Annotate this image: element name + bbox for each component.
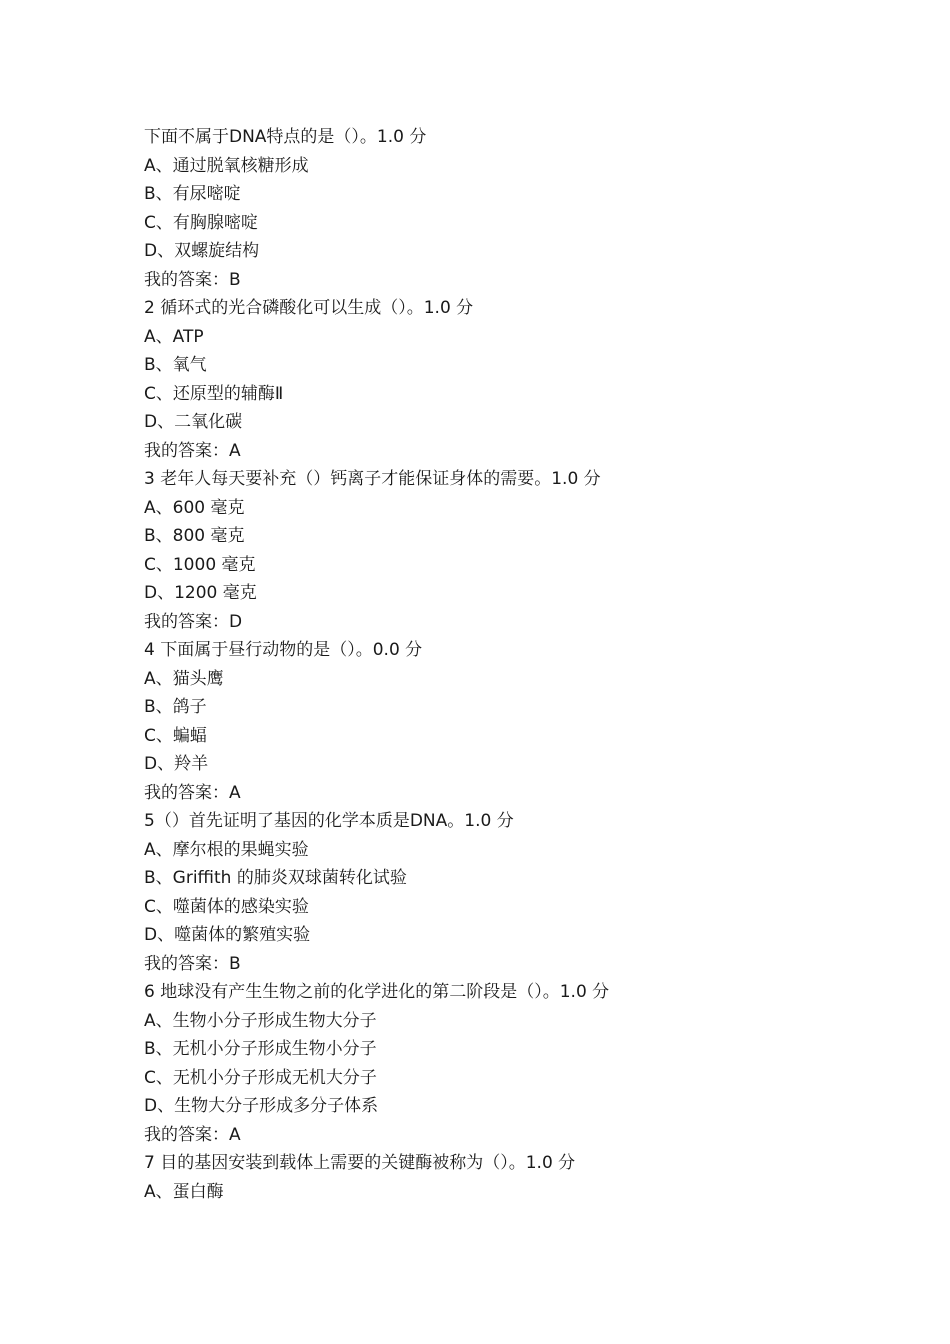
text-line: 3 老年人每天要补充（）钙离子才能保证身体的需要。1.0 分 (144, 469, 601, 489)
text-line: 下面不属于DNA特点的是（）。1.0 分 (144, 127, 427, 147)
text-line: B、800 毫克 (144, 526, 245, 546)
text-line: 2 循环式的光合磷酸化可以生成（）。1.0 分 (144, 298, 474, 318)
text-line: B、有尿嘧啶 (144, 184, 241, 204)
text-line: C、1000 毫克 (144, 554, 256, 575)
text-line: B、无机小分子形成生物小分子 (144, 1039, 377, 1059)
text-line: D、羚羊 (144, 754, 209, 774)
text-line: C、噬菌体的感染实验 (144, 896, 309, 917)
text-line: C、还原型的辅酶Ⅱ (144, 383, 284, 404)
text-line: 6 地球没有产生生物之前的化学进化的第二阶段是（）。1.0 分 (144, 982, 610, 1002)
text-line: C、有胸腺嘧啶 (144, 212, 258, 233)
text-line: B、Griffith 的肺炎双球菌转化试验 (144, 868, 407, 888)
text-line: 我的答案：A (144, 440, 241, 461)
text-line: A、ATP (144, 326, 204, 347)
text-line: 我的答案：A (144, 1124, 241, 1145)
text-line: A、通过脱氧核糖形成 (144, 155, 309, 176)
text-line: 我的答案：D (144, 611, 243, 632)
text-line: D、生物大分子形成多分子体系 (144, 1096, 379, 1116)
text-line: A、摩尔根的果蝇实验 (144, 839, 309, 860)
text-line: A、600 毫克 (144, 497, 245, 518)
text-line: 我的答案：A (144, 782, 241, 803)
text-line: B、鸽子 (144, 697, 207, 717)
text-line: 5（）首先证明了基因的化学本质是DNA。1.0 分 (144, 811, 514, 831)
text-line: 我的答案：B (144, 269, 241, 290)
text-line: 我的答案：B (144, 953, 241, 974)
text-line: B、氧气 (144, 355, 207, 375)
text-line: D、二氧化碳 (144, 412, 243, 432)
text-line: C、无机小分子形成无机大分子 (144, 1067, 377, 1088)
text-line: D、噬菌体的繁殖实验 (144, 925, 311, 945)
text-line: 4 下面属于昼行动物的是（）。0.0 分 (144, 640, 423, 660)
text-line: A、生物小分子形成生物大分子 (144, 1010, 377, 1031)
text-line: A、猫头鹰 (144, 668, 224, 689)
text-line: D、双螺旋结构 (144, 241, 260, 261)
text-line: C、蝙蝠 (144, 725, 207, 746)
text-line: A、蛋白酶 (144, 1181, 224, 1202)
text-line: D、1200 毫克 (144, 583, 257, 603)
text-line: 7 目的基因安装到载体上需要的关键酶被称为（）。1.0 分 (144, 1153, 576, 1173)
document-body (144, 123, 844, 1206)
